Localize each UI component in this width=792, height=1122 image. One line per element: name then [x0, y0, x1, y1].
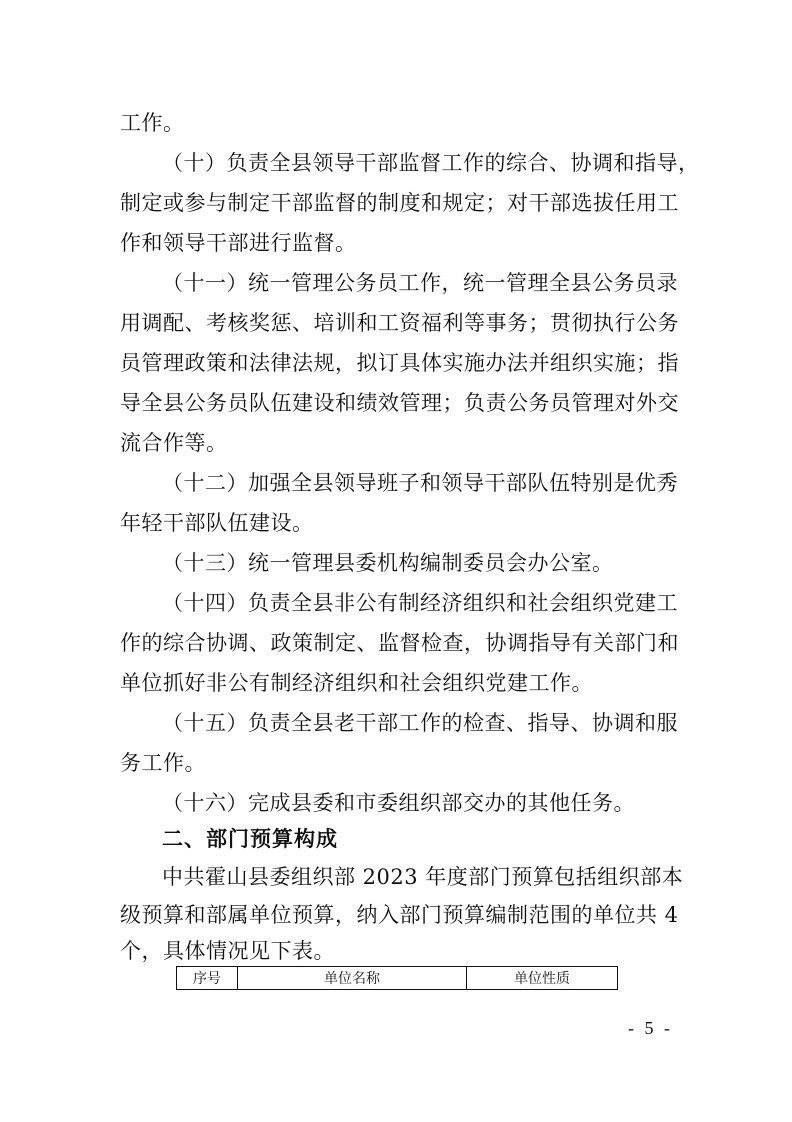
table-header-row — [177, 967, 618, 990]
paragraph-line: 作的综合协调、政策制定、监督检查，协调指导有关部门和 — [120, 631, 679, 655]
paragraph-line: （十）负责全县领导干部监督工作的综合、协调和指导， — [162, 151, 700, 175]
paragraph-line: （十二）加强全县领导班子和领导干部队伍特别是优秀 — [162, 471, 678, 495]
column-header-unit-type: 单位性质 — [467, 967, 618, 990]
intro-line: 个，具体情况见下表。 — [120, 939, 335, 963]
paragraph-line: （十三）统一管理县委机构编制委员会办公室。 — [162, 551, 614, 575]
paragraph-line: 工作。 — [120, 111, 185, 135]
section-heading: 二、部门预算构成 — [162, 827, 338, 851]
paragraph-line: 作和领导干部进行监督。 — [120, 231, 357, 255]
paragraph-line: 用调配、考核奖惩、培训和工资福利等事务；贯彻执行公务 — [120, 311, 679, 335]
page-number: - 5 - — [628, 1018, 673, 1038]
paragraph-line: 导全县公务员队伍建设和绩效管理；负责公务员管理对外交 — [120, 391, 679, 415]
paragraph-line: 单位抓好非公有制经济组织和社会组织党建工作。 — [120, 671, 593, 695]
paragraph-line: （十四）负责全县非公有制经济组织和社会组织党建工 — [162, 591, 678, 615]
paragraph-line: 制定或参与制定干部监督的制度和规定；对干部选拔任用工 — [120, 191, 679, 215]
paragraph-line: （十六）完成县委和市委组织部交办的其他任务。 — [162, 791, 635, 815]
paragraph-line: 年轻干部队伍建设。 — [120, 511, 314, 535]
units-table — [176, 966, 618, 990]
paragraph-line: （十一）统一管理公务员工作，统一管理全县公务员录 — [162, 271, 678, 295]
paragraph-line: 员管理政策和法律法规，拟订具体实施办法并组织实施；指 — [120, 351, 679, 375]
intro-line: 级预算和部属单位预算，纳入部门预算编制范围的单位共 4 — [120, 903, 679, 927]
column-header-index: 序号 — [177, 967, 238, 990]
column-header-unit-name: 单位名称 — [238, 967, 467, 990]
paragraph-line: 务工作。 — [120, 751, 206, 775]
paragraph-line: （十五）负责全县老干部工作的检查、指导、协调和服 — [162, 711, 678, 735]
intro-line: 中共霍山县委组织部 2023 年度部门预算包括组织部本 — [162, 865, 684, 889]
paragraph-line: 流合作等。 — [120, 431, 228, 455]
